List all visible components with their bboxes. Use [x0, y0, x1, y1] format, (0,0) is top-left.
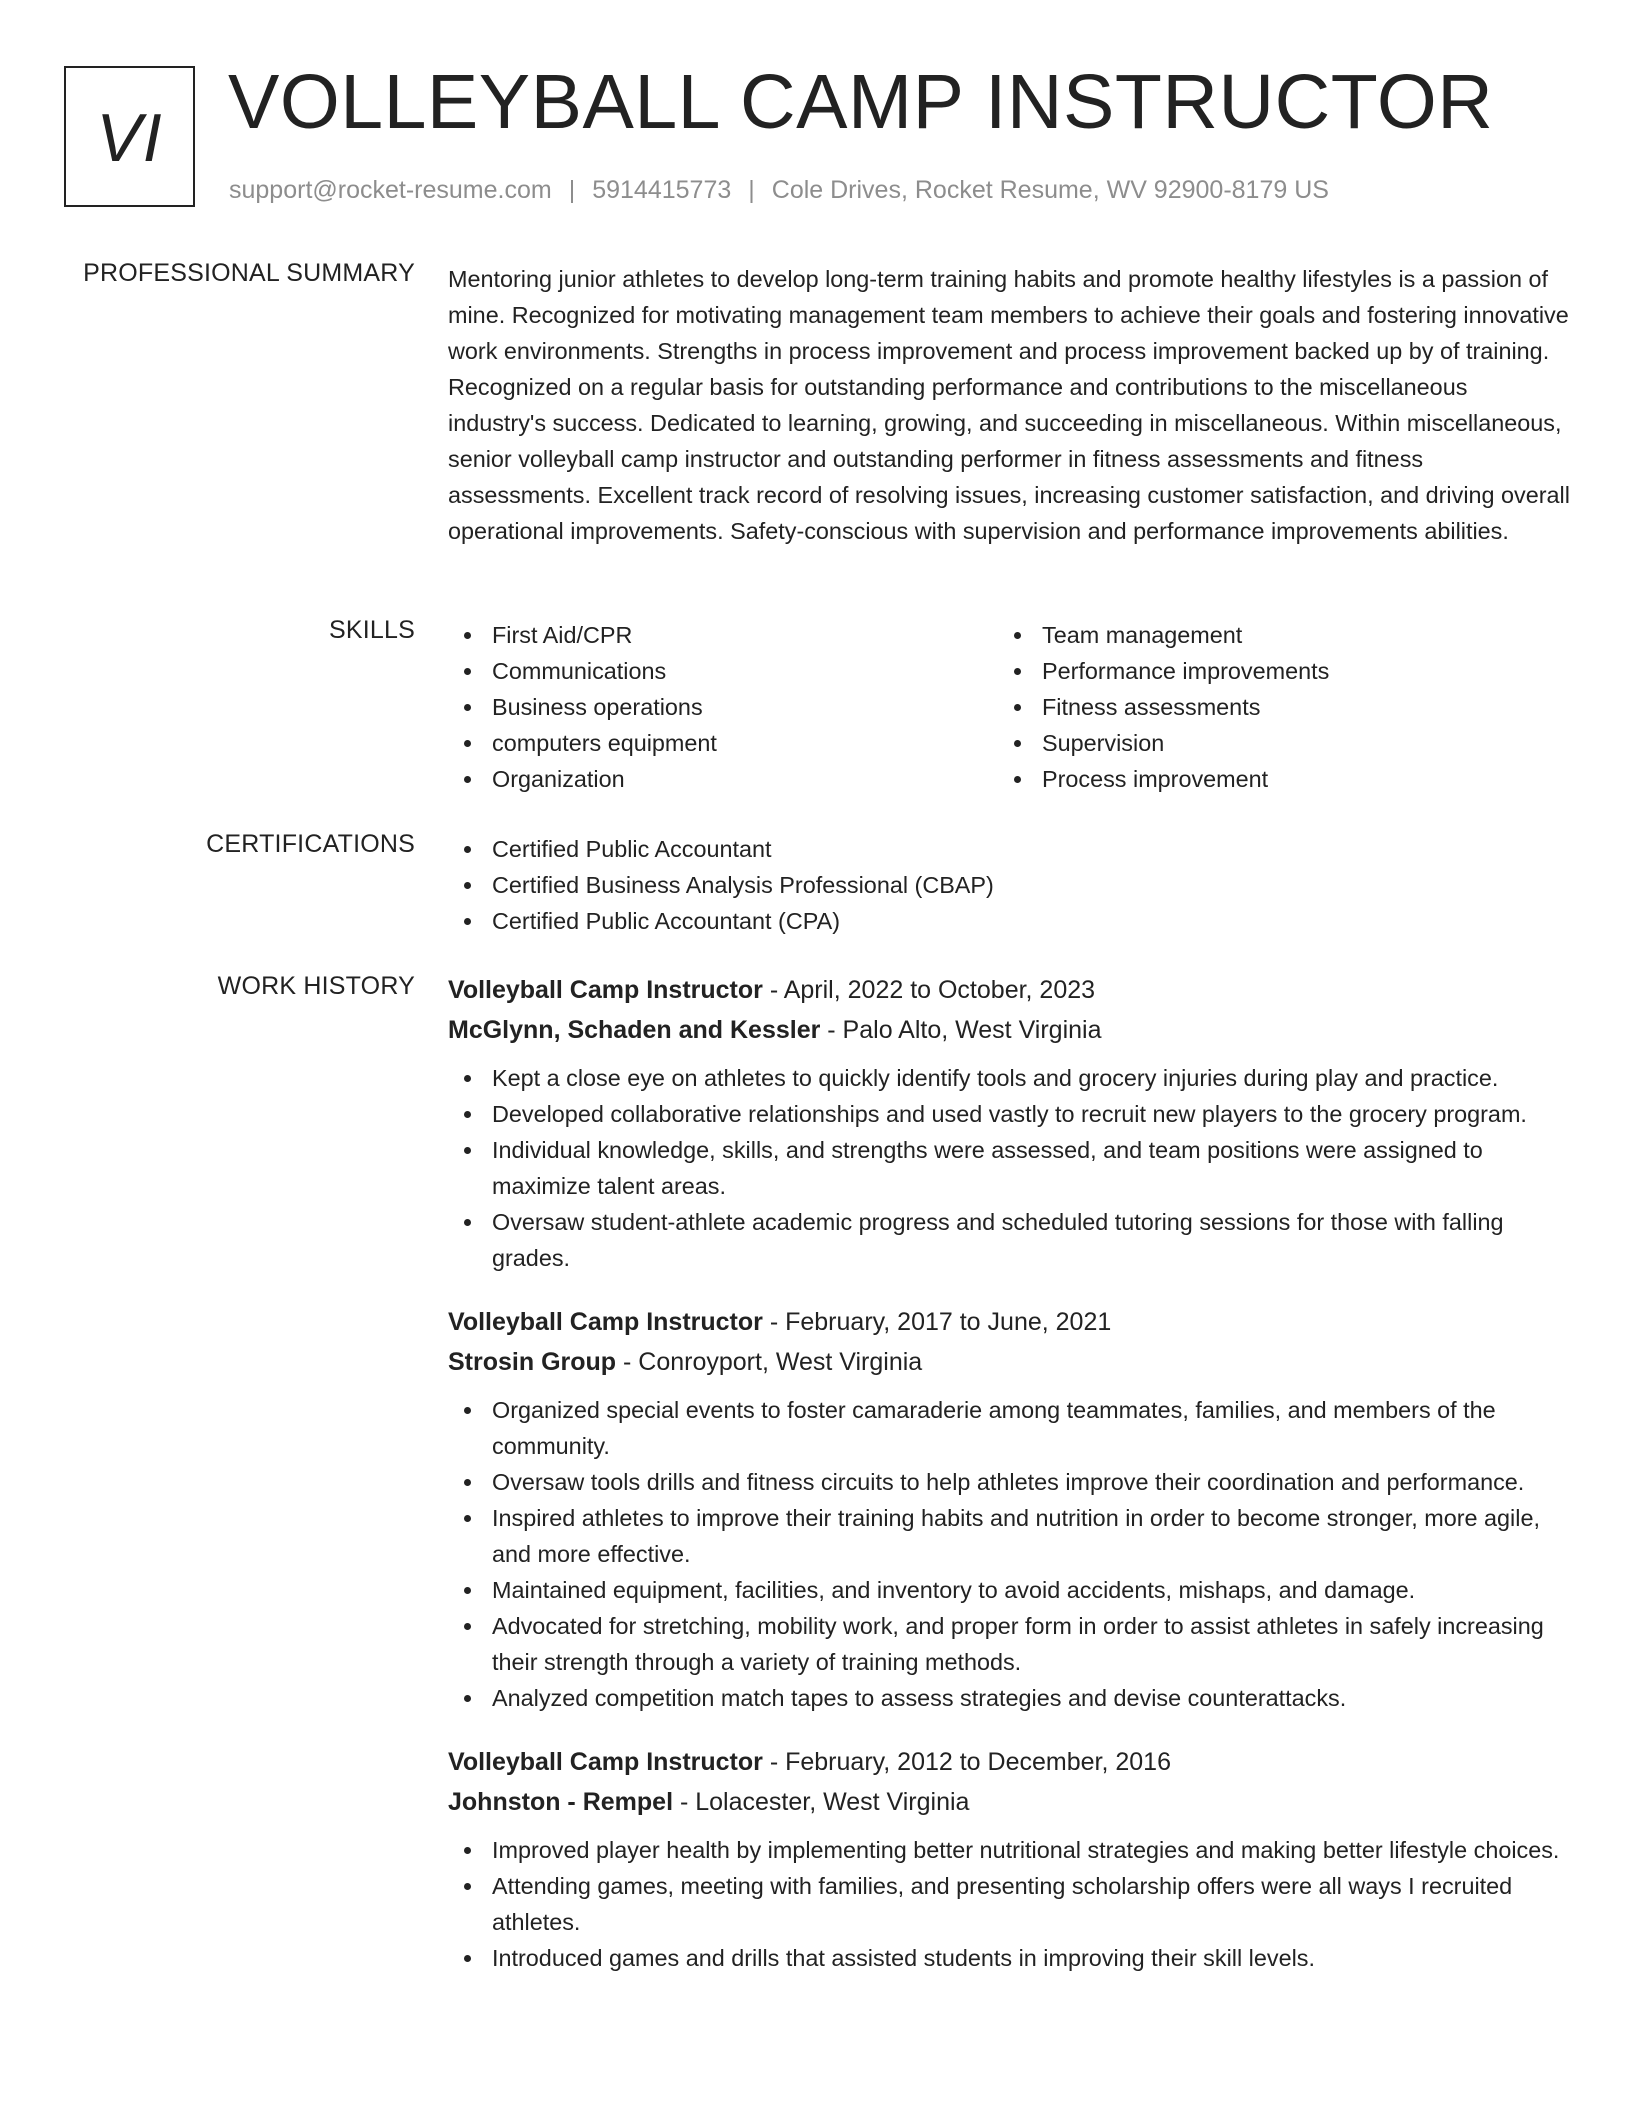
job-entry — [448, 1742, 1570, 1976]
job-bullets — [448, 1060, 1570, 1276]
skill-item: Communications — [448, 653, 998, 689]
job-bullet: Advocated for stretching, mobility work, and proper form in order to assist athletes in safely increasing their strength through a variety of training methods. — [448, 1608, 1570, 1680]
skill-item: Organization — [448, 761, 998, 797]
job-bullet: Individual knowledge, skills, and strengths were assessed, and team positions were assigned to maximize talent areas. — [448, 1132, 1570, 1204]
job-entry — [448, 1302, 1570, 1716]
certification-item: Certified Public Accountant (CPA) — [448, 903, 1570, 939]
job-company-line — [448, 1782, 1570, 1822]
job-title-line — [448, 1302, 1570, 1342]
monogram-initials: VI — [96, 99, 163, 176]
certification-item: Certified Public Accountant — [448, 831, 1570, 867]
job-dates: - February, 2012 to December, 2016 — [762, 1748, 1171, 1776]
job-company: McGlynn, Schaden and Kessler — [448, 1016, 821, 1044]
job-dates: - April, 2022 to October, 2023 — [762, 976, 1096, 1004]
job-bullet: Attending games, meeting with families, and presenting scholarship offers were all ways I recruited athletes. — [448, 1868, 1570, 1940]
work-history-heading: WORK HISTORY — [217, 972, 415, 1000]
job-bullet: Oversaw student-athlete academic progress and scheduled tutoring sessions for those with falling grades. — [448, 1204, 1570, 1276]
job-company: Johnston - Rempel — [448, 1788, 674, 1816]
job-location: - Palo Alto, West Virginia — [820, 1016, 1102, 1044]
contact-email: support@rocket-resume.com — [229, 176, 552, 204]
skill-item: computers equipment — [448, 725, 998, 761]
skill-item: Performance improvements — [998, 653, 1548, 689]
job-bullet: Organized special events to foster camaraderie among teammates, families, and members of the community. — [448, 1392, 1570, 1464]
job-company: Strosin Group — [448, 1348, 617, 1376]
skill-item: First Aid/CPR — [448, 617, 998, 653]
summary-text: Mentoring junior athletes to develop long-term training habits and promote healthy lifestyles is a passion of mine. Recognized for motivating management team members to achieve their goals and fostering innovative work environments. Strengths in process improvement and process improvement backed up by of training. Recognized on a regular basis for outstanding performance and contributions to the miscellaneous industry's success. Dedicated to learning, growing, and succeeding in miscellaneous. Within miscellaneous, senior volleyball camp instructor and outstanding performer in fitness assessments and fitness assessments. Excellent track record of resolving issues, increasing customer satisfaction, and driving overall operational improvements. Safety-conscious with supervision and performance improvements abilities. — [448, 266, 1570, 544]
skill-item: Business operations — [448, 689, 998, 725]
contact-line — [229, 176, 1329, 205]
skills-list-left — [448, 617, 998, 797]
job-title: Volleyball Camp Instructor — [448, 1748, 763, 1776]
skill-item: Fitness assessments — [998, 689, 1548, 725]
skill-item: Process improvement — [998, 761, 1548, 797]
job-title: Volleyball Camp Instructor — [448, 976, 763, 1004]
job-company-line — [448, 1342, 1570, 1382]
job-bullets — [448, 1832, 1570, 1976]
contact-phone: 5914415773 — [592, 176, 732, 204]
job-title-line — [448, 1742, 1570, 1782]
job-bullet: Improved player health by implementing better nutritional strategies and making better lifestyle choices. — [448, 1832, 1570, 1868]
job-bullet: Oversaw tools drills and fitness circuits to help athletes improve their coordination and performance. — [448, 1464, 1570, 1500]
job-location: - Conroyport, West Virginia — [616, 1348, 923, 1376]
skills-heading: SKILLS — [329, 616, 415, 644]
job-location: - Lolacester, West Virginia — [673, 1788, 970, 1816]
skill-item: Supervision — [998, 725, 1548, 761]
job-dates: - February, 2017 to June, 2021 — [762, 1308, 1112, 1336]
contact-address: Cole Drives, Rocket Resume, WV 92900-8179 US — [771, 176, 1329, 204]
job-bullet: Inspired athletes to improve their training habits and nutrition in order to become stronger, more agile, and more effective. — [448, 1500, 1570, 1572]
certifications-list — [448, 831, 1570, 939]
contact-separator: | — [568, 176, 576, 204]
contact-separator: | — [748, 176, 755, 204]
certification-item: Certified Business Analysis Professional (CBAP) — [448, 867, 1570, 903]
job-company-line — [448, 1010, 1570, 1050]
job-entry — [448, 970, 1570, 1276]
skills-list-right — [998, 617, 1548, 797]
job-bullet: Kept a close eye on athletes to quickly identify tools and grocery injuries during play and practice. — [448, 1060, 1570, 1096]
job-bullets — [448, 1392, 1570, 1716]
certifications-heading: CERTIFICATIONS — [206, 830, 415, 858]
job-title-line — [448, 970, 1570, 1010]
job-title: Volleyball Camp Instructor — [448, 1308, 763, 1336]
skill-item: Team management — [998, 617, 1548, 653]
summary-heading: PROFESSIONAL SUMMARY — [83, 259, 415, 287]
monogram-box — [64, 66, 195, 207]
job-bullet: Developed collaborative relationships and used vastly to recruit new players to the grocery program. — [448, 1096, 1570, 1132]
job-bullet: Analyzed competition match tapes to assess strategies and devise counterattacks. — [448, 1680, 1570, 1716]
resume-title: VOLLEYBALL CAMP INSTRUCTOR — [228, 59, 1494, 145]
job-bullet: Introduced games and drills that assisted students in improving their skill levels. — [448, 1940, 1570, 1976]
job-bullet: Maintained equipment, facilities, and inventory to avoid accidents, mishaps, and damage. — [448, 1572, 1570, 1608]
